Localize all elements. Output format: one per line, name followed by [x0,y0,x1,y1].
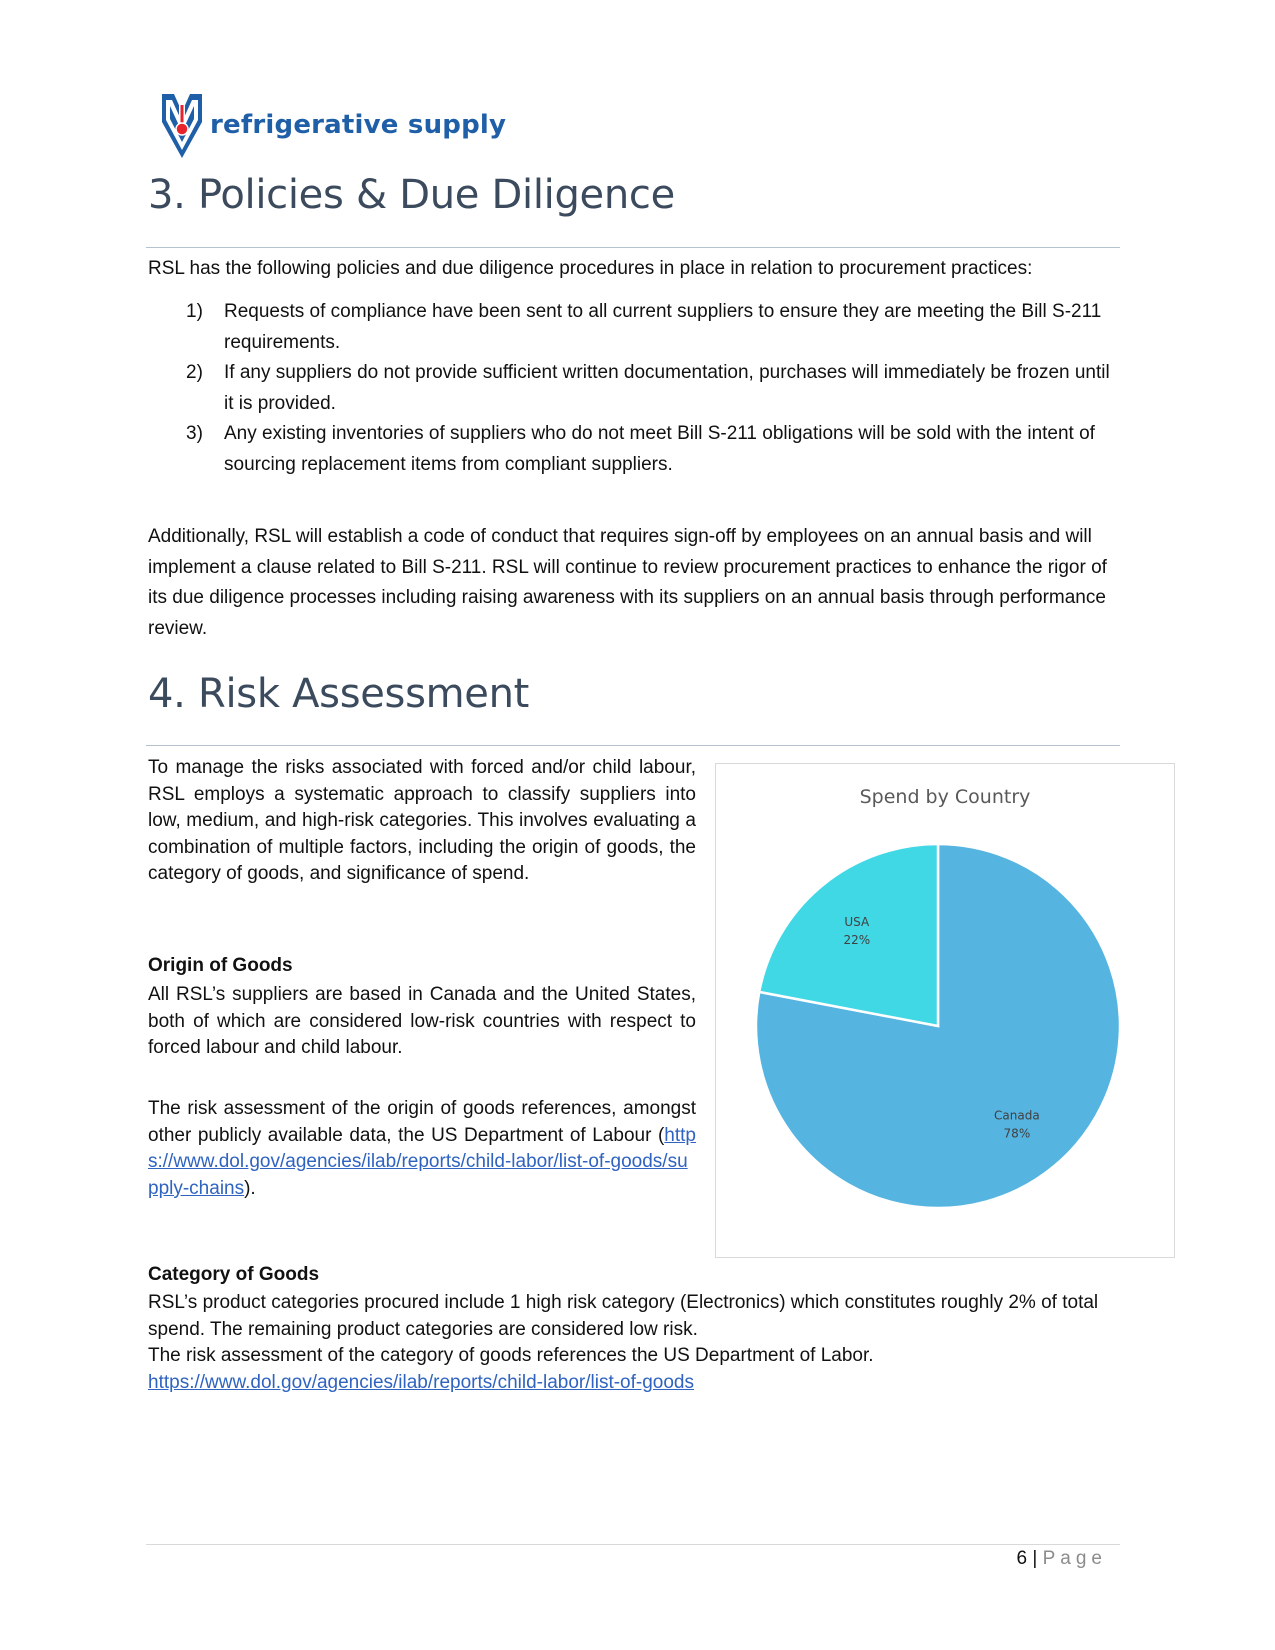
section-4-divider [146,745,1120,746]
origin-reference-suffix: ). [244,1177,256,1199]
section-3-intro: RSL has the following policies and due diligence procedures in place in relation to procurement practices: [148,258,1033,279]
list-item-number: 3) [186,423,203,444]
origin-reference [148,1096,696,1202]
origin-heading: Origin of Goods [148,955,293,976]
pie-label-category: USA [844,914,870,929]
category-heading: Category of Goods [148,1264,320,1285]
page-separator: | [1032,1548,1038,1569]
spend-by-country-chart [715,763,1175,1258]
page-footer [1017,1548,1107,1570]
pie-label-value: 78% [1003,1126,1031,1141]
list-item-text: If any suppliers do not provide sufficient written documentation, purchases will immediately be frozen until it is provided. [224,362,1110,414]
section-4-heading: 4. Risk Assessment [148,671,530,717]
origin-reference-prefix: The risk assessment of the origin of goods references, amongst other publicly available data, the US Department of Labour ( [148,1098,696,1146]
page-word: Page [1042,1548,1107,1569]
policy-list [148,297,1118,480]
category-reference: The risk assessment of the category of goods references the US Department of Labor. [148,1345,874,1367]
chart-title: Spend by Country [859,786,1031,808]
list-item-number: 2) [186,362,203,383]
list-item-text: Requests of compliance have been sent to all current suppliers to ensure they are meeting the Bill S-211 requirements. [224,301,1102,353]
logo-emblem-icon [160,92,204,160]
dol-list-of-goods-link[interactable]: https://www.dol.gov/agencies/ilab/reports/child-labor/list-of-goods [148,1371,694,1393]
section-3-additional: Additionally, RSL will establish a code of conduct that requires sign-off by employees on an annual basis and will implement a clause related to Bill S-211. RSL will continue to review procurement practices to enhance the rigor of its due diligence processes including raising awareness with its suppliers on an annual basis through performance review. [148,526,1107,639]
category-block [148,1290,1128,1396]
footer-divider [146,1544,1120,1545]
list-item [148,358,1118,419]
list-item [148,419,1118,480]
page-number: 6 [1016,1548,1028,1569]
category-text: RSL’s product categories procured include 1 high risk category (Electronics) which constitutes roughly 2% of total spend. The remaining product categories are considered low risk. [148,1292,1099,1340]
section-3-divider [146,247,1120,248]
list-item [148,297,1118,358]
risk-intro: To manage the risks associated with forced and/or child labour, RSL employs a systematic approach to classify suppliers into low, medium, and high-risk categories. This involves evaluating a combination of multiple factors, including the origin of goods, the category of goods, and significance of spend. [148,757,696,885]
company-logo [160,92,520,162]
list-item-number: 1) [186,301,203,322]
origin-text: All RSL’s suppliers are based in Canada and the United States, both of which are considered low-risk countries with respect to forced labour and child labour. [148,984,696,1059]
pie-label-value: 22% [843,932,871,947]
logo-text: refrigerative supply [210,110,507,140]
section-3-heading: 3. Policies & Due Diligence [148,172,675,218]
dol-supply-chains-link[interactable]: https://www.dol.gov/agencies/ilab/reports/child-labor/list-of-goods/supply-chains [148,1124,696,1199]
pie-label-category: Canada [994,1108,1040,1123]
pie-chart-svg [716,764,1174,1257]
list-item-text: Any existing inventories of suppliers who do not meet Bill S-211 obligations will be sold with the intent of sourcing replacement items from compliant suppliers. [224,423,1095,475]
